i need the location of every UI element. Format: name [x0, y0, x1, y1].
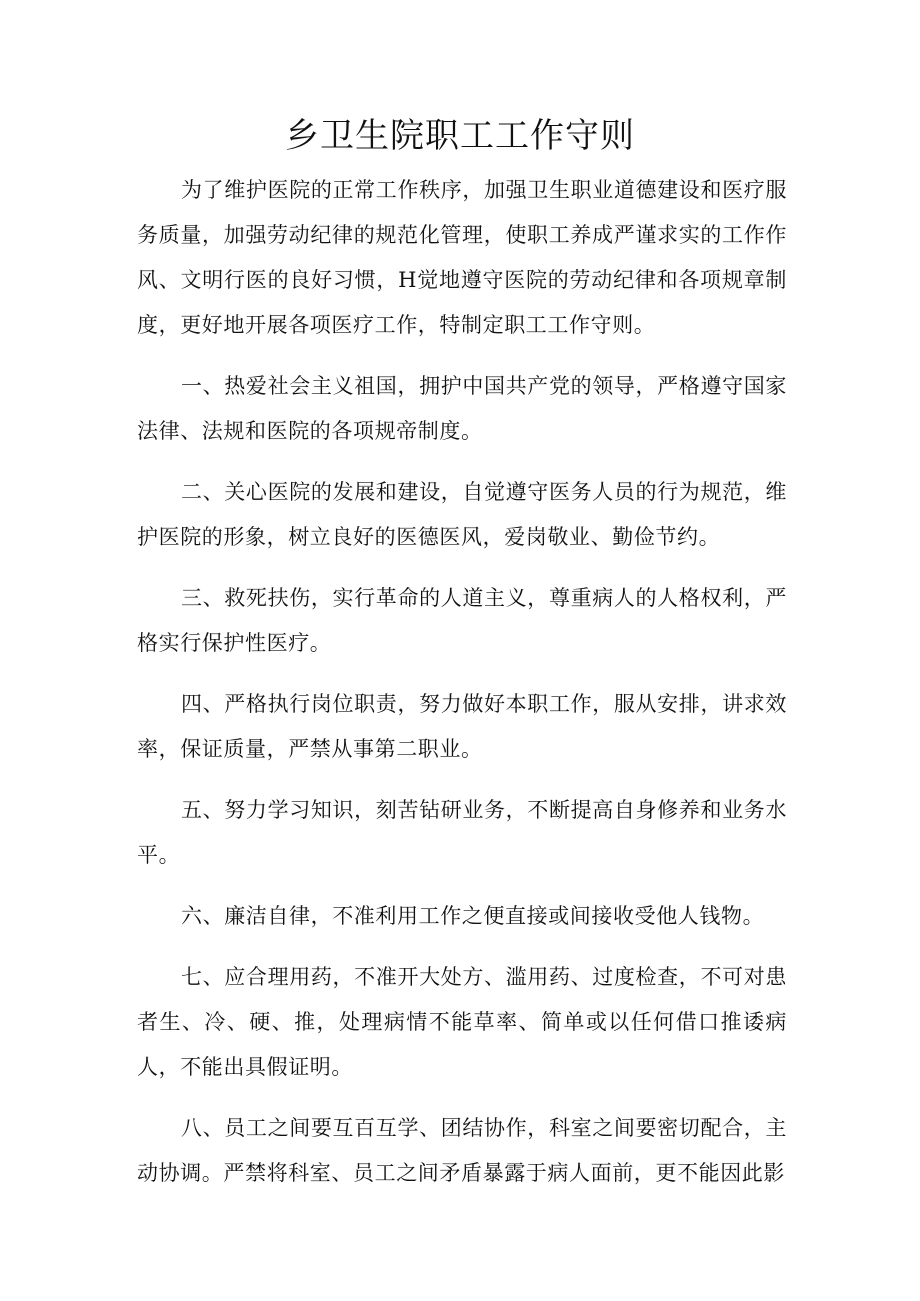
- paragraph-rule-1: 一、热爱社会主义祖国，拥护中国共产党的领导，严格遵守国家法律、法规和医院的各项规帝制度。: [137, 374, 787, 443]
- paragraph-rule-5: 五、努力学习知识，刻苦钻研业务，不断提高自身修养和业务水平。: [137, 798, 787, 867]
- paragraph-rule-4: 四、严格执行岗位职责，努力做好本职工作，服从安排，讲求效率，保证质量，严禁从事第二职业。: [137, 692, 787, 761]
- paragraph-rule-3: 三、救死扶伤，实行革命的人道主义，尊重病人的人格权利，严格实行保护性医疗。: [137, 586, 787, 655]
- paragraph-intro: 为了维护医院的正常工作秩序，加强卫生职业道德建设和医疗服务质量，加强劳动纪律的规范化管理，使职工养成严谨求实的工作作风、文明行医的良好习惯，H觉地遵守医院的劳动纪律和各项规章制度，更好地开展各项医疗工作，特制定职工工作守则。: [137, 178, 787, 337]
- document-body: [137, 168, 787, 1212]
- paragraph-rule-7: 七、应合理用药，不准开大处方、滥用药、过度检查，不可对患者生、冷、硬、推，处理病情不能草率、简单或以任何借口推诿病人，不能出具假证明。: [137, 965, 787, 1079]
- document-title: 乡卫生院职工工作守则: [285, 116, 635, 156]
- paragraph-rule-6: 六、廉洁自律，不准利用工作之便直接或间接收受他人钱物。: [181, 904, 765, 928]
- paragraph-rule-2: 二、关心医院的发展和建设，自觉遵守医务人员的行为规范，维护医院的形象，树立良好的医德医风，爱岗敬业、勤俭节约。: [137, 480, 787, 549]
- paragraph-rule-8: 八、员工之间要互百互学、团结协作，科室之间要密切配合，主动协调。严禁将科室、员工之间矛盾暴露于病人面前，更不能因此影: [137, 1116, 787, 1185]
